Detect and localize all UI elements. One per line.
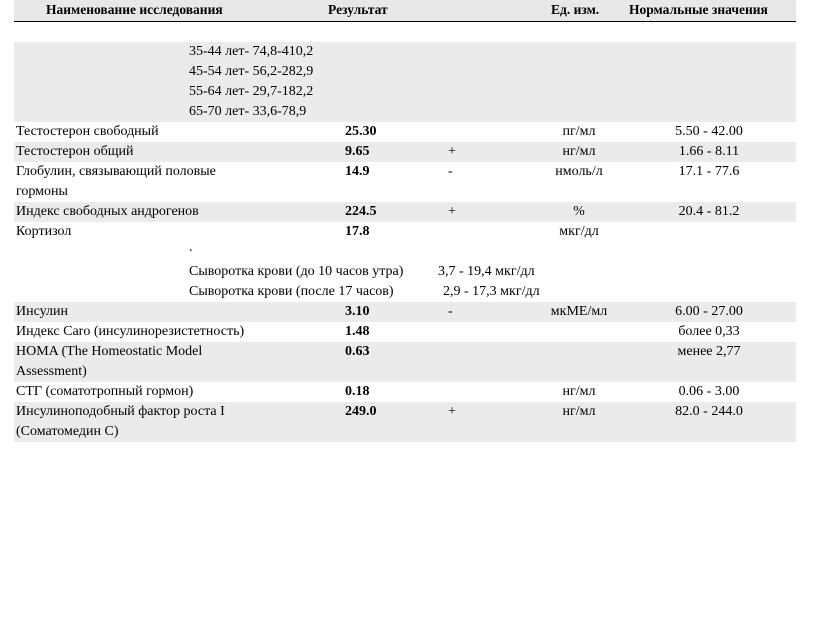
table-header bbox=[14, 0, 796, 22]
row-unit: нг/мл bbox=[562, 404, 596, 419]
row-norm: 6.00 - 27.00 bbox=[675, 304, 743, 319]
row-unit: нмоль/л bbox=[555, 164, 603, 179]
row-name: Инсулиноподобный фактор роста I (Соматомедин С) bbox=[16, 404, 225, 439]
table-row bbox=[14, 382, 796, 402]
row-flag: - bbox=[448, 164, 453, 179]
table-row bbox=[14, 322, 796, 342]
row-norm: более 0,33 bbox=[678, 324, 740, 339]
table-row bbox=[14, 402, 796, 442]
row-unit: мкг/дл bbox=[559, 224, 599, 239]
row-unit: нг/мл bbox=[562, 384, 596, 399]
row-result: 9.65 bbox=[345, 144, 370, 159]
row-norm: 1.66 - 8.11 bbox=[678, 144, 740, 159]
row-norm: 0.06 - 3.00 bbox=[678, 384, 740, 399]
header-result: Результат bbox=[328, 2, 388, 17]
row-result: 25.30 bbox=[345, 124, 377, 139]
row-name: HOMA (The Homeostatic Model Assessment) bbox=[16, 344, 203, 379]
cortisol-evening-label: Сыворотка крови (после 17 часов) bbox=[189, 284, 394, 299]
row-result: 1.48 bbox=[345, 324, 370, 339]
cortisol-evening-range: 2,9 - 17,3 мкг/дл bbox=[443, 284, 540, 299]
row-norm: 17.1 - 77.6 bbox=[678, 164, 740, 179]
row-unit: мкМЕ/мл bbox=[550, 304, 608, 319]
row-flag: + bbox=[448, 144, 456, 159]
row-flag: - bbox=[448, 304, 453, 319]
row-norm: 20.4 - 81.2 bbox=[678, 204, 740, 219]
row-unit: нг/мл bbox=[562, 144, 596, 159]
age-range-line: 35-44 лет- 74,8-410,2 bbox=[189, 44, 314, 59]
header-unit: Ед. изм. bbox=[551, 2, 600, 17]
row-unit: пг/мл bbox=[562, 124, 596, 139]
row-name: Тестостерон общий bbox=[16, 144, 134, 159]
row-result: 0.63 bbox=[345, 344, 370, 359]
row-norm: менее 2,77 bbox=[677, 344, 741, 359]
table-row bbox=[14, 302, 796, 322]
row-name: Тестостерон свободный bbox=[16, 124, 159, 139]
table-row bbox=[14, 122, 796, 142]
row-result: 3.10 bbox=[345, 304, 370, 319]
row-name: Кортизол bbox=[16, 224, 72, 239]
row-result: 0.18 bbox=[345, 384, 370, 399]
cortisol-morning-range: 3,7 - 19,4 мкг/дл bbox=[438, 264, 535, 279]
row-name: Индекс свободных андрогенов bbox=[16, 204, 199, 219]
table-row bbox=[14, 222, 796, 302]
table-row bbox=[14, 142, 796, 162]
age-range-line: 55-64 лет- 29,7-182,2 bbox=[189, 84, 314, 99]
table-row bbox=[14, 162, 796, 202]
row-flag: + bbox=[448, 204, 456, 219]
age-ranges-block bbox=[14, 42, 796, 122]
table-row bbox=[14, 202, 796, 222]
row-name: Глобулин, связывающий половые гормоны bbox=[16, 164, 216, 199]
row-norm: 82.0 - 244.0 bbox=[675, 404, 743, 419]
row-name: Инсулин bbox=[16, 304, 68, 319]
row-name: Индекс Caro (инсулинорезистетность) bbox=[16, 324, 245, 339]
row-unit: % bbox=[573, 204, 585, 219]
header-norm: Нормальные значения bbox=[629, 2, 768, 17]
row-norm: 5.50 - 42.00 bbox=[675, 124, 743, 139]
row-result: 14.9 bbox=[345, 164, 370, 179]
row-name: СТГ (соматотропный гормон) bbox=[16, 384, 194, 399]
row-result: 249.0 bbox=[345, 404, 377, 419]
row-result: 224.5 bbox=[345, 204, 377, 219]
age-range-line: 45-54 лет- 56,2-282,9 bbox=[189, 64, 314, 79]
header-name: Наименование исследования bbox=[46, 2, 223, 17]
row-flag: + bbox=[448, 404, 456, 419]
age-range-line: 65-70 лет- 33,6-78,9 bbox=[189, 104, 307, 119]
row-result: 17.8 bbox=[345, 224, 370, 239]
cortisol-note-dot: . bbox=[189, 240, 193, 255]
cortisol-morning-label: Сыворотка крови (до 10 часов утра) bbox=[189, 264, 404, 279]
table-row bbox=[14, 342, 796, 382]
